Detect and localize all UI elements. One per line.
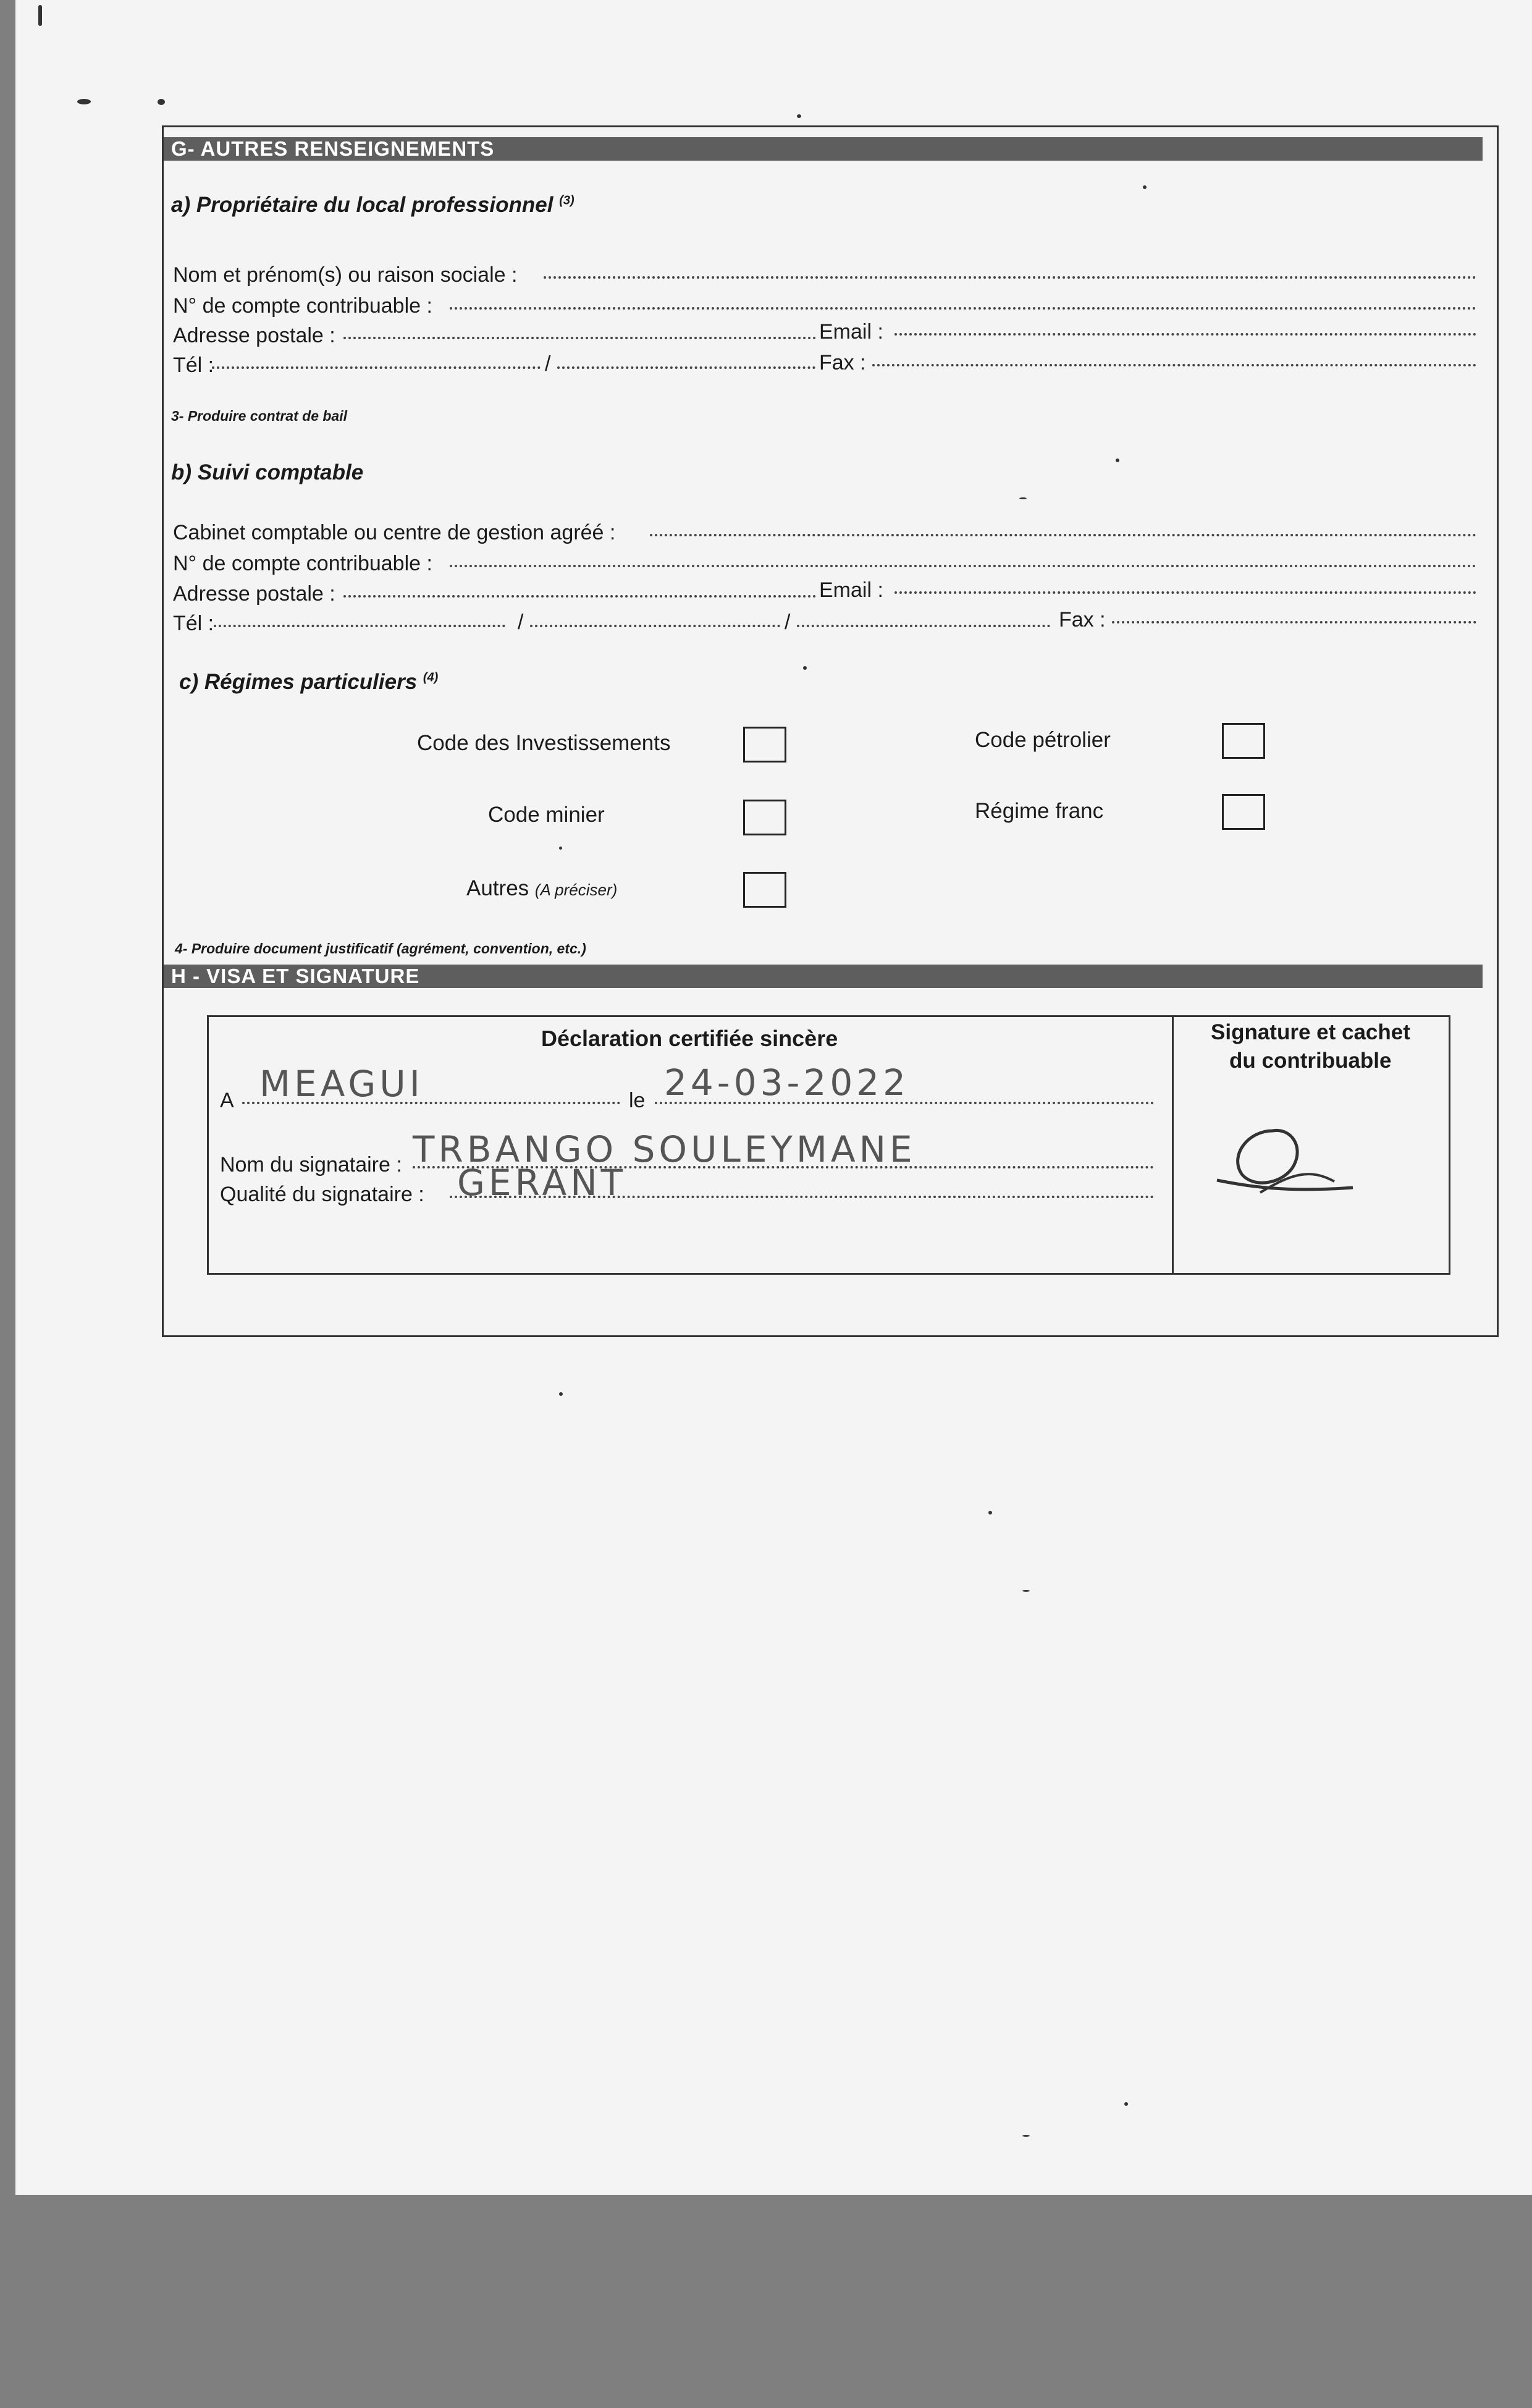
- fax-b-label: Fax :: [1059, 608, 1106, 632]
- nom-signataire-label: Nom du signataire :: [220, 1153, 402, 1177]
- autres-hint: (A préciser): [534, 881, 618, 899]
- tel-b-label: Tél :: [173, 612, 214, 635]
- le-label: le: [629, 1089, 646, 1112]
- scan-speck: [1022, 2135, 1030, 2137]
- subsection-c-title-text: c) Régimes particuliers: [179, 670, 418, 694]
- code-minier-checkbox[interactable]: [743, 800, 786, 835]
- scan-speck: [1022, 1590, 1030, 1592]
- adresse-field[interactable]: [343, 337, 816, 339]
- qualite-value: GERANT: [457, 1162, 627, 1204]
- email-label: Email :: [819, 320, 883, 344]
- tel-b-separator: /: [518, 610, 524, 634]
- code-petrolier-label: Code pétrolier: [975, 728, 1111, 752]
- tel-b-field-3[interactable]: [797, 625, 1050, 627]
- note-3: 3- Produire contrat de bail: [171, 408, 347, 424]
- email-field[interactable]: [894, 333, 1476, 336]
- tel-separator: /: [545, 352, 551, 376]
- scan-speck: [77, 99, 91, 104]
- note-4: 4- Produire document justificatif (agrément, convention, etc.): [175, 940, 586, 957]
- signature-title-1: Signature et cachet: [1211, 1020, 1410, 1044]
- email-b-field[interactable]: [894, 591, 1476, 594]
- scan-speck: [158, 99, 165, 105]
- subsection-a-title-text: a) Propriétaire du local professionnel: [171, 193, 553, 217]
- nom-label: Nom et prénom(s) ou raison sociale :: [173, 263, 518, 287]
- subsection-b-title: b) Suivi comptable: [171, 460, 364, 484]
- scan-speck: [1124, 2102, 1128, 2106]
- section-g-header: G- AUTRES RENSEIGNEMENTS: [164, 137, 1483, 161]
- nom-field[interactable]: [544, 276, 1476, 279]
- handwritten-signature: [1211, 1112, 1359, 1205]
- code-investissements-label: Code des Investissements: [417, 731, 671, 755]
- fax-field[interactable]: [872, 364, 1476, 366]
- subsection-a-title: [171, 193, 574, 218]
- a-label: A: [220, 1089, 234, 1112]
- compte-b-field[interactable]: [450, 565, 1476, 567]
- visa-divider: [1172, 1015, 1174, 1275]
- cabinet-field[interactable]: [650, 534, 1476, 536]
- compte-field[interactable]: [450, 307, 1476, 310]
- autres-text: Autres: [466, 876, 529, 900]
- subsection-c-note-ref: (4): [423, 670, 439, 685]
- code-minier-label: Code minier: [488, 803, 605, 827]
- compte-b-label: N° de compte contribuable :: [173, 552, 432, 575]
- tel-field[interactable]: [212, 366, 541, 369]
- signature-title-2: du contribuable: [1229, 1049, 1392, 1073]
- regime-franc-checkbox[interactable]: [1222, 794, 1265, 830]
- tel-label: Tél :: [173, 353, 214, 377]
- adresse-label: Adresse postale :: [173, 324, 335, 347]
- scan-speck: [38, 5, 42, 26]
- nom-signataire-value: TRBANGO SOULEYMANE: [413, 1128, 916, 1170]
- qualite-label: Qualité du signataire :: [220, 1183, 424, 1206]
- scan-speck: [988, 1511, 992, 1515]
- tel-field-2[interactable]: [557, 366, 815, 369]
- declaration-title: Déclaration certifiée sincère: [541, 1026, 838, 1051]
- subsection-c-title: [179, 670, 438, 695]
- adresse-b-label: Adresse postale :: [173, 582, 335, 606]
- le-value: 24-03-2022: [664, 1062, 910, 1104]
- tel-b-field[interactable]: [214, 625, 505, 627]
- scan-speck: [559, 1392, 563, 1396]
- code-petrolier-checkbox[interactable]: [1222, 723, 1265, 759]
- fax-label: Fax :: [819, 351, 866, 374]
- tel-b-field-2[interactable]: [530, 625, 780, 627]
- regime-franc-label: Régime franc: [975, 799, 1104, 823]
- autres-label: [466, 876, 617, 901]
- adresse-b-field[interactable]: [343, 595, 816, 598]
- a-value: MEAGUI: [259, 1063, 424, 1105]
- scan-speck: [797, 114, 801, 118]
- fax-b-field[interactable]: [1112, 621, 1476, 623]
- tel-b-separator-2: /: [785, 610, 791, 634]
- section-h-header: H - VISA ET SIGNATURE: [164, 965, 1483, 988]
- autres-checkbox[interactable]: [743, 872, 786, 908]
- subsection-a-note-ref: (3): [559, 193, 574, 208]
- email-b-label: Email :: [819, 578, 883, 602]
- code-investissements-checkbox[interactable]: [743, 727, 786, 763]
- cabinet-label: Cabinet comptable ou centre de gestion agréé :: [173, 521, 616, 544]
- compte-label: N° de compte contribuable :: [173, 294, 432, 318]
